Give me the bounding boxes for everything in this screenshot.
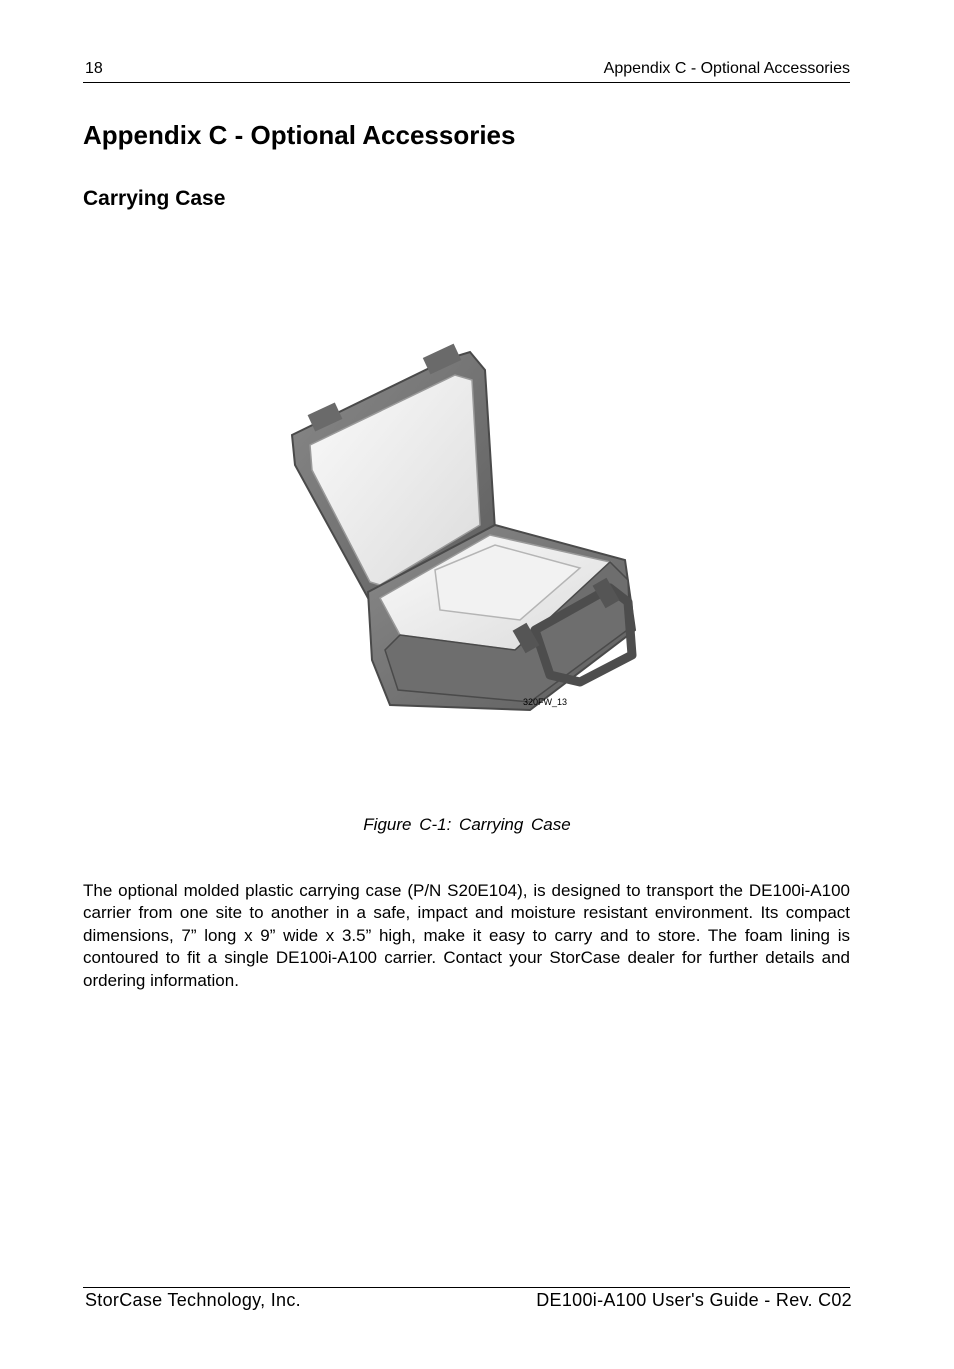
page-number: 18 xyxy=(85,60,103,77)
footer-company: StorCase Technology, Inc. xyxy=(85,1290,301,1310)
figure-caption: Figure C-1: Carrying Case xyxy=(363,815,571,834)
page-footer xyxy=(83,1287,850,1318)
running-title: Appendix C - Optional Accessories xyxy=(603,60,850,77)
carrying-case-photo xyxy=(280,330,650,720)
page-header xyxy=(83,58,850,83)
page-title: Appendix C - Optional Accessories xyxy=(83,120,516,150)
footer-document-title: DE100i-A100 User's Guide - Rev. C02 xyxy=(536,1290,852,1310)
body-paragraph: The optional molded plastic carrying case (P/N S20E104), is designed to transport the DE100i-A100 carrier from one site to another in a safe, impact and moisture resistant environment. Its compact dimensions, 7” long x 9” wide x 3.5” high, make it easy to carry and to store. The foam lining is contoured to fit a single DE100i-A100 carrier. Contact your StorCase dealer for further details and ordering information. xyxy=(83,881,850,990)
section-heading: Carrying Case xyxy=(83,187,226,210)
figure-code: 320FW_13 xyxy=(523,697,568,707)
